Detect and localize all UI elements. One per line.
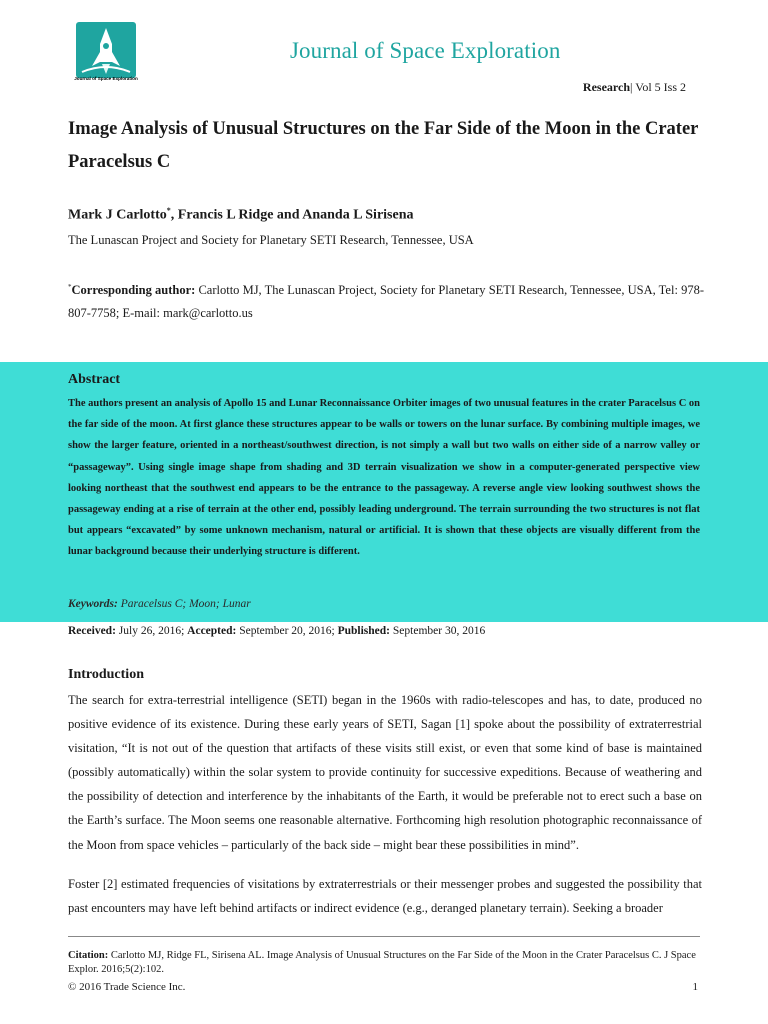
corresponding-author — [68, 276, 704, 325]
introduction-heading: Introduction — [68, 667, 144, 682]
keywords-label: Keywords: — [68, 598, 118, 610]
received-label: Received: — [68, 625, 116, 637]
abstract-heading: Abstract — [68, 372, 121, 387]
footer-divider — [68, 936, 700, 937]
citation-label: Citation: — [68, 950, 109, 961]
citation — [68, 949, 702, 976]
page-number: 1 — [692, 981, 698, 993]
rocket-logo-icon — [76, 22, 136, 78]
corresponding-label: Corresponding author: — [71, 283, 196, 298]
published-label: Published: — [337, 625, 391, 637]
section-label: Research — [582, 80, 631, 94]
section-tag — [583, 80, 686, 95]
author-list — [68, 206, 414, 224]
published-date: September 30, 2016 — [392, 625, 486, 637]
author-separator: , — [170, 207, 178, 223]
keywords-value: Paracelsus C; Moon; Lunar — [120, 598, 251, 610]
citation-text: Carlotto MJ, Ridge FL, Sirisena AL. Image Analysis of Unusual Structures on the Far Side of the Moon in the Crater Paracelsus C. J Space Explor. 2016;5(2):102. — [68, 950, 696, 975]
article-dates — [68, 625, 485, 637]
accepted-date: September 20, 2016; — [239, 625, 335, 637]
author-mark: * — [166, 206, 171, 215]
author-others: Francis L Ridge and Ananda L Sirisena — [177, 207, 414, 223]
received-date: July 26, 2016; — [118, 625, 185, 637]
copyright: © 2016 Trade Science Inc. — [68, 981, 186, 993]
keywords — [68, 598, 251, 610]
introduction-paragraph-2: Foster [2] estimated frequencies of visitations by extraterrestrials or their messenger probes and suggested the possibility that past encounters may have left behind artifacts or indirect evidence (e.g., deranged planetary terrain). Seeking a broader — [68, 877, 702, 916]
accepted-label: Accepted: — [187, 625, 237, 637]
section-divider: | — [630, 80, 636, 94]
corresponding-text: Carlotto MJ, The Lunascan Project, Society for Planetary SETI Research, Tennessee, USA, Tel: 978-807-7758; E-mail: mark@carlotto.us — [68, 283, 705, 321]
corresponding-mark: * — [68, 283, 72, 291]
affiliation: The Lunascan Project and Society for Planetary SETI Research, Tennessee, USA — [68, 233, 474, 247]
author-primary: Mark J Carlotto — [68, 207, 167, 223]
logo-caption: Journal of Space Exploration — [74, 76, 138, 81]
abstract-text: The authors present an analysis of Apollo 15 and Lunar Reconnaissance Orbiter images of two unusual features in the crater Paracelsus C on the far side of the moon. At first glance these structures appear to be walls or towers on the lunar surface. By combining multiple images, we show the larger feature, oriented in a northeast/southwest direction, is not simply a wall but two walls on either side of a narrow valley or “passageway”. Using single image shape from shading and 3D terrain visualization we show in a computer-generated perspective view looking northeast that the southwest end appears to be the entrance to the passageway. A reverse angle view looking southwest shows the passageway ending at a rise of terrain at the other end, possibly leading underground. The terrain surrounding the two structures is not flat but appears “excavated” by some unknown mechanism, natural or artificial. It is shown that these objects are visually different from the lunar background because their underlying structure is different. — [68, 398, 700, 558]
volume-issue: Vol 5 Iss 2 — [635, 80, 686, 94]
introduction-paragraph-1: The search for extra-terrestrial intelligence (SETI) began in the 1960s with radio-telescopes and has, to date, produced no positive evidence of its existence. During these early years of SETI, Sagan [1] spoke about the possibility of extraterrestrial visitation, “It is not out of the question that artifacts of these visits still exist, or even that some kind of base is maintained (possibly automatically) within the solar system to provide continuity for successive expeditions. Because of weathering and the possibility of detection and interference by the inhabitants of the Earth, it would be preferable not to erect such a base on the Earth’s surface. The Moon seems one reasonable alternative. Forthcoming high resolution photographic reconnaissance of the Moon from space vehicles – particularly of the back side – might bear these possibilities in mind”. — [68, 693, 702, 852]
article-title: Image Analysis of Unusual Structures on the Far Side of the Moon in the Crater Paracelsus C — [68, 119, 699, 172]
journal-title: Journal of Space Exploration — [290, 38, 561, 63]
